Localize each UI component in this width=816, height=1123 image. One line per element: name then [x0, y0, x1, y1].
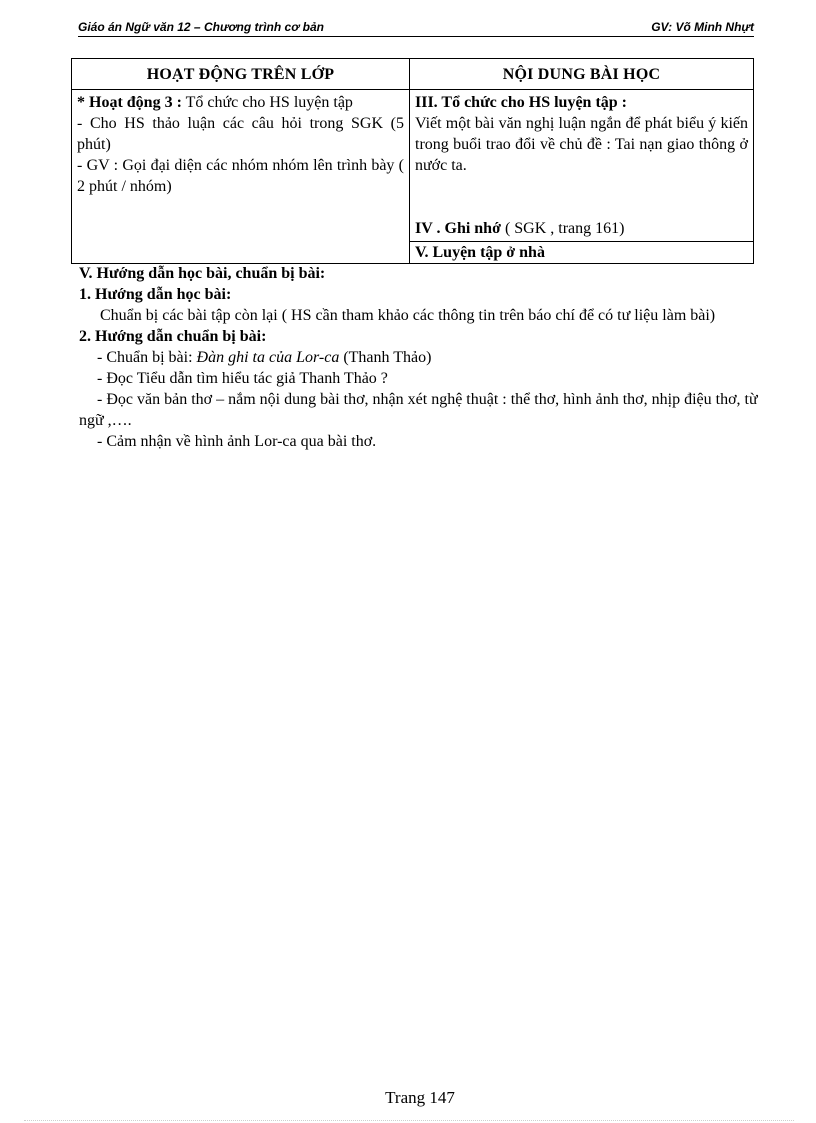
activity-label: * Hoạt động 3 :: [77, 94, 182, 111]
activity-presentation: - GV : Gọi đại diện các nhóm nhóm lên trình bày ( 2 phút / nhóm): [77, 157, 404, 195]
activity-discussion: - Cho HS thảo luận các câu hỏi trong SGK (5 phút): [77, 115, 404, 153]
section-3-title: III. Tổ chức cho HS luyện tập :: [415, 94, 628, 111]
study-guide-heading: 1. Hướng dẫn học bài:: [79, 286, 232, 303]
header-course-title: Giáo án Ngữ văn 12 – Chương trình cơ bản: [78, 20, 324, 34]
page-number: Trang 147: [385, 1088, 455, 1107]
homework-heading: V. Hướng dẫn học bài, chuẩn bị bài:: [79, 265, 326, 282]
section-4-text: ( SGK , trang 161): [500, 220, 625, 237]
content-cell: [410, 90, 754, 242]
content-spacer: [415, 176, 748, 218]
column-heading-activities: HOẠT ĐỘNG TRÊN LỚP: [72, 59, 410, 90]
list-item: [79, 347, 759, 368]
footer-divider: [24, 1120, 794, 1121]
list-item: - Đọc văn bản thơ – nắm nội dung bài thơ, nhận xét nghệ thuật : thể thơ, hình ảnh thơ, nhịp điệu thơ, từ ngữ ,….: [79, 391, 758, 429]
list-item: - Đọc Tiểu dẫn tìm hiểu tác giả Thanh Thảo ?: [97, 370, 388, 387]
header-teacher-name: GV: Võ Minh Nhựt: [651, 20, 754, 34]
section-3-text: Viết một bài văn nghị luận ngắn để phát biểu ý kiến trong buổi trao đổi về chủ đề : Tai nạn giao thông ở nước ta.: [415, 115, 748, 174]
item-suffix: (Thanh Thảo): [339, 349, 432, 366]
column-heading-content: NỘI DUNG BÀI HỌC: [410, 59, 754, 90]
item-prefix: - Chuẩn bị bài:: [97, 349, 197, 366]
lesson-title: Đàn ghi ta của Lor-ca: [196, 349, 340, 366]
table-header-row: [72, 59, 754, 90]
section-4-label: IV . Ghi nhớ: [415, 220, 501, 237]
section-4: [415, 218, 748, 239]
page-header: [78, 20, 754, 37]
activity-text: Tổ chức cho HS luyện tập: [181, 94, 353, 111]
homework-section: [79, 263, 759, 452]
activity-3: [77, 92, 404, 113]
preparation-heading: 2. Hướng dẫn chuẩn bị bài:: [79, 328, 267, 345]
table-row: [72, 90, 754, 242]
section-5-title: V. Luyện tập ở nhà: [410, 241, 754, 263]
study-guide-text: Chuẩn bị các bài tập còn lại ( HS cần tham khảo các thông tin trên báo chí để có tư liệu làm bài): [100, 307, 716, 324]
activities-cell: [72, 90, 410, 264]
lesson-table: [71, 58, 754, 264]
list-item: - Cảm nhận về hình ảnh Lor-ca qua bài thơ.: [97, 433, 377, 450]
